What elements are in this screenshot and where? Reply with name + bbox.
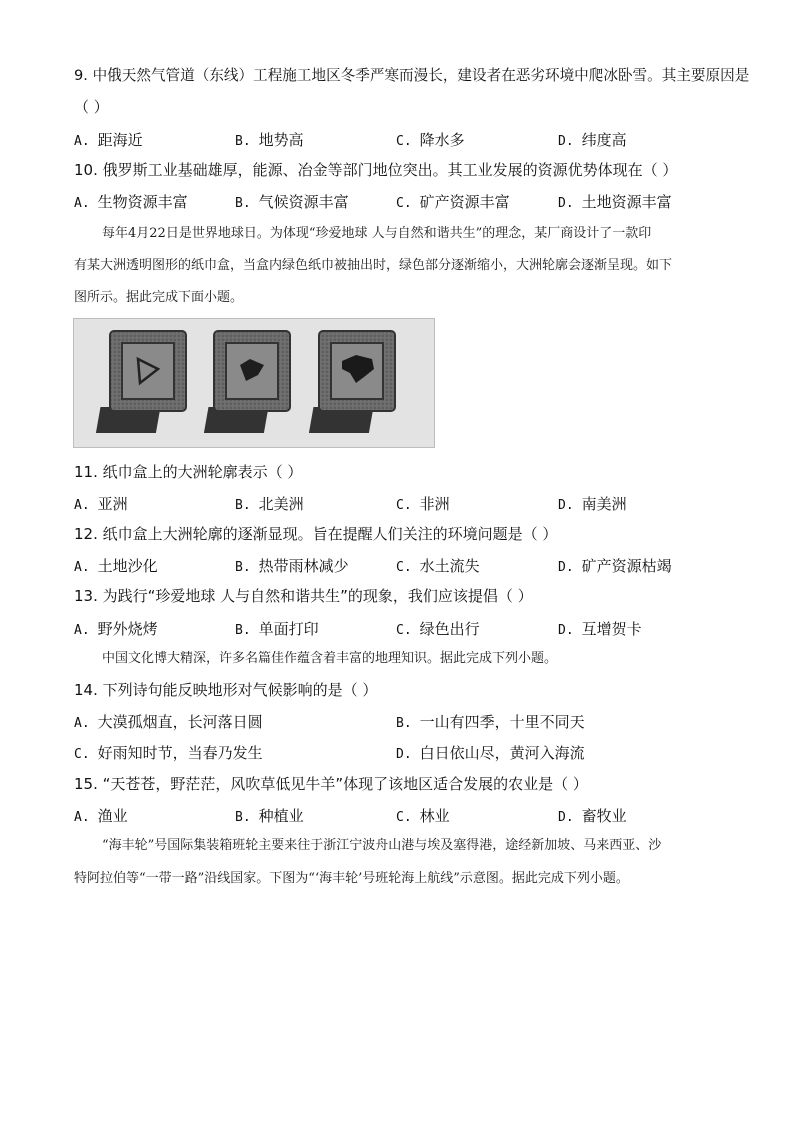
passage-line: 中国文化博大精深，许多名篇佳作蕴含着丰富的地理知识。据此完成下列小题。 bbox=[102, 651, 558, 666]
passage-line: 特阿拉伯等“一带一路”沿线国家。下图为“‘海丰轮’号班轮海上航线”示意图。据此完成下列小题。 bbox=[74, 871, 629, 886]
tissue-box-1 bbox=[96, 331, 186, 433]
option-d[interactable]: D. 南美洲 bbox=[558, 495, 627, 513]
option-c[interactable]: C. 非洲 bbox=[396, 495, 450, 513]
question-12-options bbox=[74, 555, 714, 577]
question-9-options bbox=[74, 129, 714, 151]
option-c[interactable]: C. 降水多 bbox=[396, 131, 465, 149]
option-b[interactable]: B. 种植业 bbox=[235, 807, 304, 825]
option-a[interactable]: A. 距海近 bbox=[74, 131, 143, 149]
question-13-options bbox=[74, 618, 714, 640]
question-12: 12. 纸巾盒上大洲轮廓的逐渐显现。旨在提醒人们关注的环境问题是（ ） bbox=[74, 525, 558, 543]
question-10-options bbox=[74, 191, 714, 213]
option-d[interactable]: D. 畜牧业 bbox=[558, 807, 627, 825]
option-c[interactable]: C. 矿产资源丰富 bbox=[396, 193, 510, 211]
question-15-options bbox=[74, 805, 714, 827]
option-b[interactable]: B. 北美洲 bbox=[235, 495, 304, 513]
option-b[interactable]: B. 单面打印 bbox=[235, 620, 319, 638]
question-14: 14. 下列诗句能反映地形对气候影响的是（ ） bbox=[74, 681, 378, 699]
option-d[interactable]: D. 土地资源丰富 bbox=[558, 193, 672, 211]
tissue-box-figure bbox=[73, 318, 435, 448]
tissue-box-2 bbox=[204, 331, 290, 433]
option-a[interactable]: A. 生物资源丰富 bbox=[74, 193, 188, 211]
question-11-options bbox=[74, 493, 714, 515]
option-d[interactable]: D. 矿产资源枯竭 bbox=[558, 557, 672, 575]
option-b[interactable]: B. 热带雨林减少 bbox=[235, 557, 349, 575]
passage-line: 每年4月22日是世界地球日。为体现“珍爱地球 人与自然和谐共生”的理念，某厂商设计了一款印 bbox=[102, 226, 652, 241]
question-9-blank: （ ） bbox=[74, 98, 109, 116]
question-9: 9. 中俄天然气管道（东线）工程施工地区冬季严寒而漫长，建设者在恶劣环境中爬冰卧雪。其主要原因是 bbox=[74, 67, 750, 84]
tissue-box-3 bbox=[309, 331, 395, 433]
option-c[interactable]: C. 好雨知时节，当春乃发生 bbox=[74, 744, 263, 762]
passage-line: “海丰轮”号国际集装箱班轮主要来往于浙江宁波舟山港与埃及塞得港，途经新加坡、马来西亚、沙 bbox=[102, 838, 662, 853]
option-c[interactable]: C. 水土流失 bbox=[396, 557, 480, 575]
tissue-box-image bbox=[74, 319, 434, 447]
option-b[interactable]: B. 地势高 bbox=[235, 131, 304, 149]
option-a[interactable]: A. 亚洲 bbox=[74, 495, 128, 513]
option-d[interactable]: D. 白日依山尽，黄河入海流 bbox=[396, 744, 585, 762]
option-a[interactable]: A. 野外烧烤 bbox=[74, 620, 158, 638]
passage-shipping-route bbox=[74, 830, 724, 900]
passage-culture bbox=[74, 643, 724, 675]
question-11: 11. 纸巾盒上的大洲轮廓表示（ ） bbox=[74, 463, 303, 481]
option-a[interactable]: A. 土地沙化 bbox=[74, 557, 158, 575]
option-a[interactable]: A. 大漠孤烟直，长河落日圆 bbox=[74, 713, 263, 731]
option-b[interactable]: B. 气候资源丰富 bbox=[235, 193, 349, 211]
option-d[interactable]: D. 互增贺卡 bbox=[558, 620, 642, 638]
passage-line: 有某大洲透明图形的纸巾盒，当盒内绿色纸巾被抽出时，绿色部分逐渐缩小，大洲轮廓会逐渐呈现。如下 bbox=[74, 258, 673, 273]
option-d[interactable]: D. 纬度高 bbox=[558, 131, 627, 149]
question-14-options-row2 bbox=[74, 742, 714, 764]
option-b[interactable]: B. 一山有四季，十里不同天 bbox=[396, 713, 585, 731]
question-10: 10. 俄罗斯工业基础雄厚，能源、冶金等部门地位突出。其工业发展的资源优势体现在（ ） bbox=[74, 161, 678, 179]
option-c[interactable]: C. 绿色出行 bbox=[396, 620, 480, 638]
question-15: 15. “天苍苍，野茫茫，风吹草低见牛羊”体现了该地区适合发展的农业是（ ） bbox=[74, 775, 588, 793]
question-14-options-row1 bbox=[74, 711, 714, 733]
question-13: 13. 为践行“珍爱地球 人与自然和谐共生”的现象，我们应该提倡（ ） bbox=[74, 587, 533, 605]
passage-line: 图所示。据此完成下面小题。 bbox=[74, 290, 244, 305]
passage-earth-day bbox=[74, 218, 724, 318]
option-a[interactable]: A. 渔业 bbox=[74, 807, 128, 825]
option-c[interactable]: C. 林业 bbox=[396, 807, 450, 825]
